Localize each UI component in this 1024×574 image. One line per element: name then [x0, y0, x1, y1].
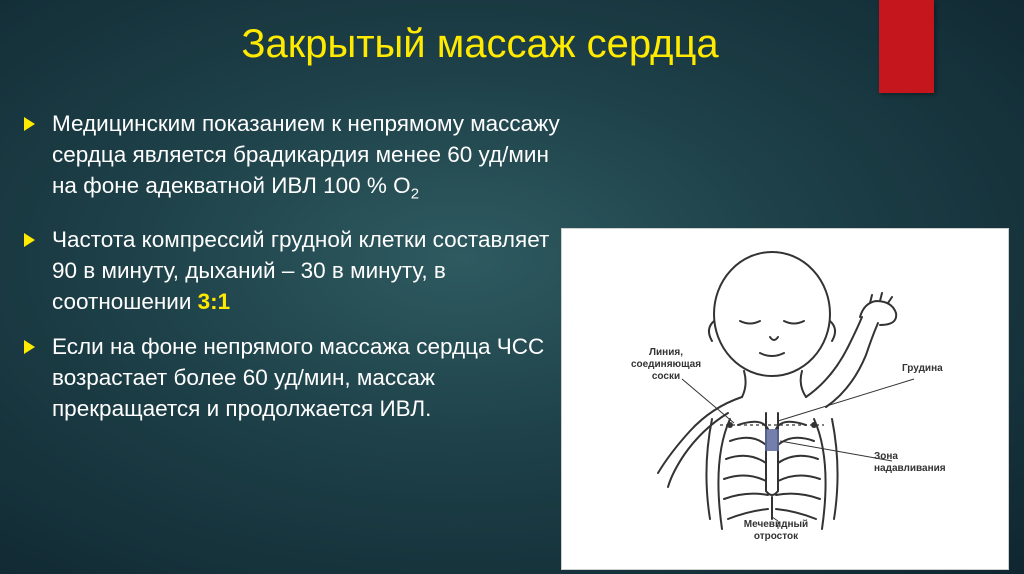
bullet-item-stop: [24, 331, 564, 424]
bullet-arrow-icon: [24, 340, 35, 354]
label-nipple-line-3: соски: [651, 371, 681, 382]
bullet-text: Если на фоне непрямого массажа сердца ЧСС возрастает более 60 уд/мин, массаж прекращается и продолжается ИВЛ.: [52, 333, 545, 421]
label-press-zone-2: надавливания: [874, 463, 946, 474]
subscript-text: 2: [410, 185, 420, 203]
label-nipple-line-2: соединяющая: [630, 359, 702, 370]
label-xiphoid-1: Мечевидный: [743, 519, 809, 530]
bullet-item-indication: [24, 108, 564, 210]
bullet-text: Медицинским показанием к непрямому массажу сердца является брадикардия менее 60 уд/мин на фоне адекватной ИВЛ 100 % О: [52, 111, 560, 198]
infant-diagram: [562, 229, 1008, 569]
slide-title: Закрытый массаж сердца: [241, 22, 719, 66]
bullet-arrow-icon: [24, 117, 35, 131]
label-press-zone-1: Зона: [874, 451, 898, 462]
infant-chest-illustration: [561, 228, 1009, 570]
label-sternum: Грудина: [902, 363, 943, 374]
ratio-highlight: 3:1: [197, 288, 231, 314]
label-nipple-line-1: Линия,: [649, 347, 683, 358]
bullet-item-frequency: [24, 224, 564, 317]
bullet-text: Частота компрессий грудной клетки составляет 90 в минуту, дыханий – 30 в минуту, в соотношении: [52, 226, 550, 314]
compression-zone: [765, 429, 779, 451]
bullet-list: [24, 108, 564, 438]
bullet-arrow-icon: [24, 233, 35, 247]
infant-head: [714, 252, 830, 376]
label-xiphoid-2: отросток: [753, 531, 799, 542]
